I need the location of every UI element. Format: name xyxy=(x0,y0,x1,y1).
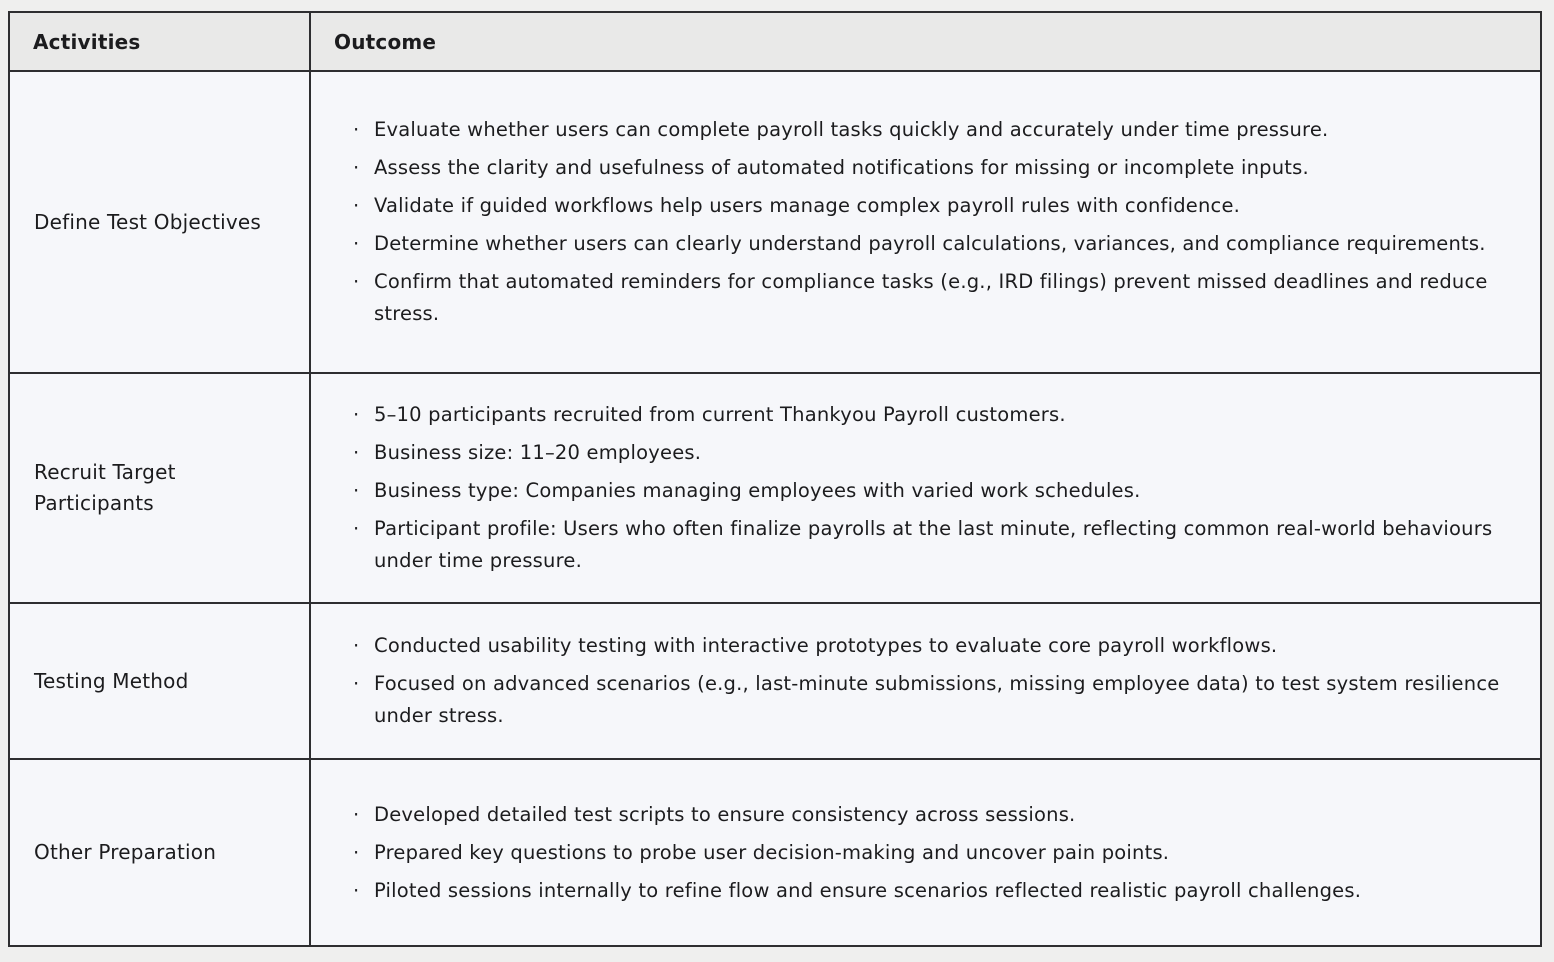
bullet-dot-icon xyxy=(353,799,359,831)
outcome-text: Validate if guided workflows help users manage complex payroll rules with confidence. xyxy=(374,194,1241,217)
bullet-dot-icon xyxy=(353,837,359,869)
bullet-dot-icon xyxy=(353,475,359,507)
outcome-list xyxy=(347,799,1512,907)
list-item xyxy=(347,837,1512,869)
outcome-list xyxy=(347,630,1512,732)
outcome-text: Evaluate whether users can complete payroll tasks quickly and accurately under time pressure. xyxy=(374,118,1329,141)
outcome-text: Prepared key questions to probe user decision-making and uncover pain points. xyxy=(374,840,1170,864)
activity-cell xyxy=(9,759,310,946)
list-item xyxy=(347,190,1512,222)
list-item xyxy=(347,875,1512,907)
table-row-other-preparation xyxy=(9,759,1541,946)
list-item xyxy=(347,799,1512,831)
outcome-cell xyxy=(310,71,1541,373)
outcome-text: Business type: Companies managing employees with varied work schedules. xyxy=(374,479,1141,502)
outcome-cell xyxy=(310,373,1541,603)
activity-cell xyxy=(9,603,310,759)
outcome-text: Conducted usability testing with interactive prototypes to evaluate core payroll workflows. xyxy=(374,634,1278,657)
column-header-outcome: Outcome xyxy=(310,12,1541,71)
outcome-text: Focused on advanced scenarios (e.g., last-minute submissions, missing employee data) to test system resilience under stress. xyxy=(374,672,1500,727)
outcome-list xyxy=(347,399,1512,577)
bullet-dot-icon xyxy=(353,437,359,469)
list-item xyxy=(347,399,1512,431)
bullet-dot-icon xyxy=(353,630,359,662)
outcome-text: Confirm that automated reminders for compliance tasks (e.g., IRD filings) prevent missed deadlines and reduce stress. xyxy=(374,270,1488,325)
activity-cell xyxy=(9,373,310,603)
list-item xyxy=(347,437,1512,469)
list-item xyxy=(347,152,1512,184)
bullet-dot-icon xyxy=(353,152,359,184)
outcome-text: Business size: 11–20 employees. xyxy=(374,441,702,464)
bullet-dot-icon xyxy=(353,399,359,431)
outcome-text: Assess the clarity and usefulness of automated notifications for missing or incomplete inputs. xyxy=(374,156,1309,179)
bullet-dot-icon xyxy=(353,190,359,222)
column-header-activities: Activities xyxy=(9,12,310,71)
outcome-text: Participant profile: Users who often finalize payrolls at the last minute, reflecting common real-world behaviours under time pressure. xyxy=(374,517,1493,572)
list-item xyxy=(347,630,1512,662)
list-item xyxy=(347,668,1512,732)
list-item xyxy=(347,513,1512,577)
outcome-text: Developed detailed test scripts to ensure consistency across sessions. xyxy=(374,802,1076,826)
outcome-cell xyxy=(310,759,1541,946)
table-row-define-test-objectives xyxy=(9,71,1541,373)
outcome-list xyxy=(347,114,1512,330)
outcome-cell xyxy=(310,603,1541,759)
outcome-text: 5–10 participants recruited from current Thankyou Payroll customers. xyxy=(374,403,1066,426)
activity-cell xyxy=(9,71,310,373)
table-row-testing-method xyxy=(9,603,1541,759)
activities-outcome-table xyxy=(8,11,1542,947)
list-item xyxy=(347,228,1512,260)
bullet-dot-icon xyxy=(353,114,359,146)
bullet-dot-icon xyxy=(353,668,359,700)
bullet-dot-icon xyxy=(353,266,359,298)
bullet-dot-icon xyxy=(353,228,359,260)
outcome-text: Determine whether users can clearly understand payroll calculations, variances, and compliance requirements. xyxy=(374,232,1486,255)
activity-label: Recruit Target Participants xyxy=(34,460,176,515)
activity-label: Define Test Objectives xyxy=(34,209,262,234)
table-header-row xyxy=(9,12,1541,71)
bullet-dot-icon xyxy=(353,513,359,545)
outcome-text: Piloted sessions internally to refine flow and ensure scenarios reflected realistic payroll challenges. xyxy=(374,878,1362,902)
list-item xyxy=(347,114,1512,146)
activity-label: Testing Method xyxy=(34,668,189,693)
bullet-dot-icon xyxy=(353,875,359,907)
activity-label: Other Preparation xyxy=(34,840,217,864)
list-item xyxy=(347,475,1512,507)
list-item xyxy=(347,266,1512,330)
table-row-recruit-target-participants xyxy=(9,373,1541,603)
